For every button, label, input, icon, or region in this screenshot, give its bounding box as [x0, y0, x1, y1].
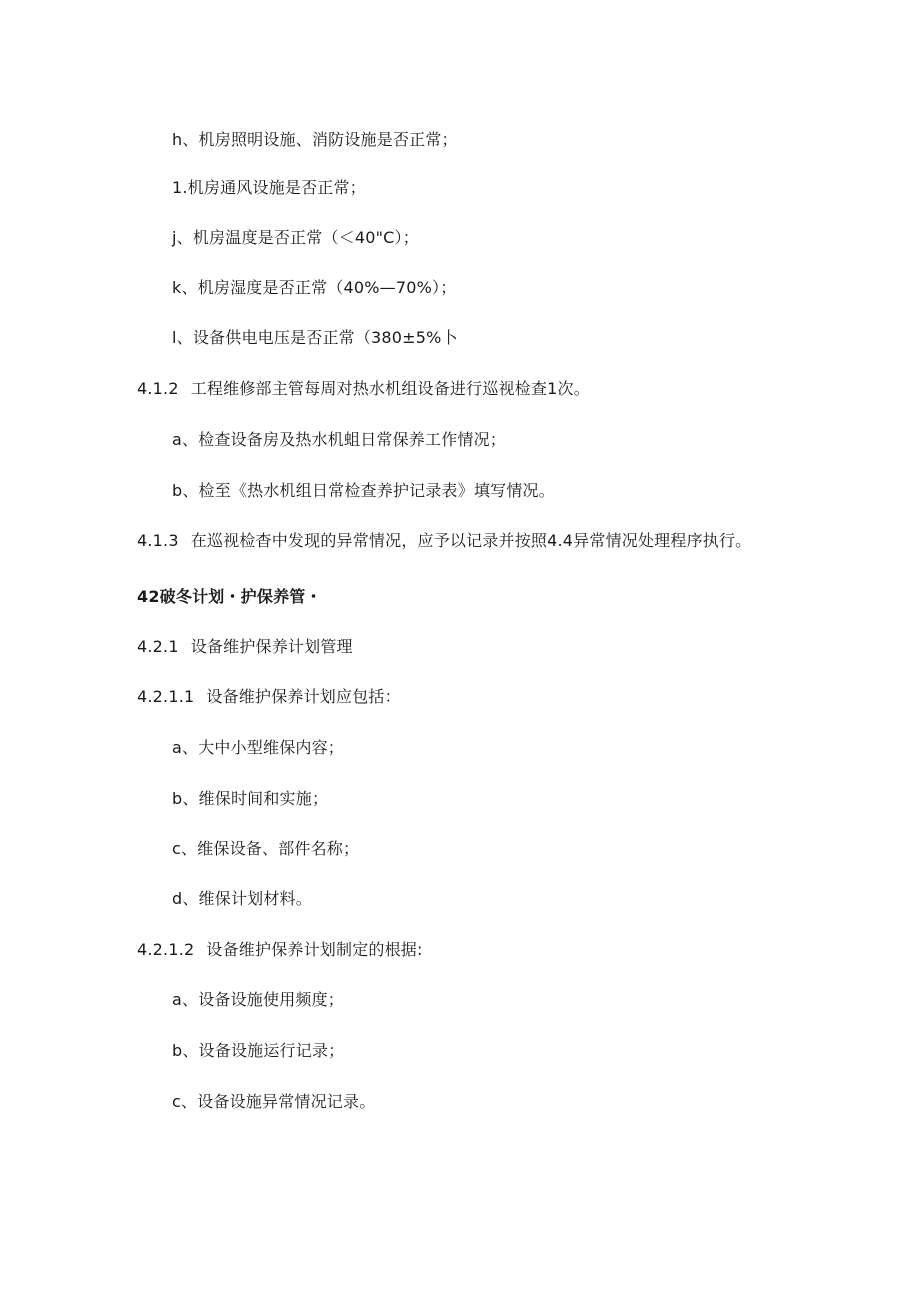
section-number: 4.2.1.2	[137, 940, 195, 959]
list-item-text: a、检查设备房及热水机蛆日常保养工作情况；	[172, 430, 507, 449]
list-item-text: 1.机房通风设施是否正常；	[172, 178, 366, 197]
section-text: 工程维修部主管每周对热水机组设备进行巡视检查1次。	[190, 379, 590, 398]
list-item-k	[172, 277, 456, 299]
list-item-text: d、维保计划材料。	[172, 889, 312, 908]
list-item-text: b、检至《热水机组日常检查养护记录表》填写情况。	[172, 481, 555, 500]
list-item-text: b、维保时间和实施；	[172, 789, 329, 808]
list-item-a	[172, 737, 344, 759]
section-text: 在巡视检杳中发现的异常情况，应予以记录并按照4.4异常情况处理程序执行。	[190, 531, 752, 550]
list-item-text: c、维保设备、部件名称；	[172, 839, 360, 858]
list-item-h	[172, 129, 458, 151]
section-text: 设备维护保养计划制定的根据:	[206, 940, 423, 959]
list-item-j	[172, 227, 419, 249]
list-item-text: k、机房湿度是否正常（40%—70%）；	[172, 278, 457, 297]
list-item-l	[172, 327, 458, 349]
section-text: 设备维护保养计划应包括：	[206, 687, 401, 706]
list-item-c	[172, 1091, 375, 1113]
list-item-text: a、大中小型维保内容；	[172, 738, 345, 757]
list-item-text: c、设备设施异常情况记录。	[172, 1092, 376, 1111]
section-number: 4.1.2	[137, 379, 179, 398]
list-item-text: j、机房温度是否正常（＜40"C）；	[172, 228, 419, 247]
list-item-b	[172, 788, 328, 810]
list-item-text: l、设备供电电压是否正常（380±5%卜	[172, 328, 458, 347]
section-number: 4.2.1	[137, 637, 179, 656]
list-item-i	[172, 177, 366, 199]
list-item-a	[172, 989, 344, 1011]
list-item-b	[172, 1040, 344, 1062]
section-heading-text: 42破冬计划・护保养管・	[137, 587, 322, 606]
section-heading-4-2	[137, 586, 322, 608]
list-item-text: b、设备设施运行记录；	[172, 1041, 345, 1060]
list-item-text: h、机房照明设施、消防设施是否正常；	[172, 130, 458, 149]
list-item-text: a、设备设施使用频度；	[172, 990, 345, 1009]
section-4-2-1-1	[137, 686, 401, 708]
section-text: 设备维护保养计划管理	[190, 637, 353, 656]
list-item-d	[172, 888, 312, 910]
section-4-1-2	[137, 378, 590, 400]
list-item-c	[172, 838, 359, 860]
section-4-2-1-2	[137, 939, 423, 961]
section-number: 4.2.1.1	[137, 687, 195, 706]
section-number: 4.1.3	[137, 531, 179, 550]
section-4-2-1	[137, 636, 353, 658]
section-4-1-3	[137, 530, 751, 552]
list-item-a	[172, 429, 506, 451]
list-item-b	[172, 480, 555, 502]
